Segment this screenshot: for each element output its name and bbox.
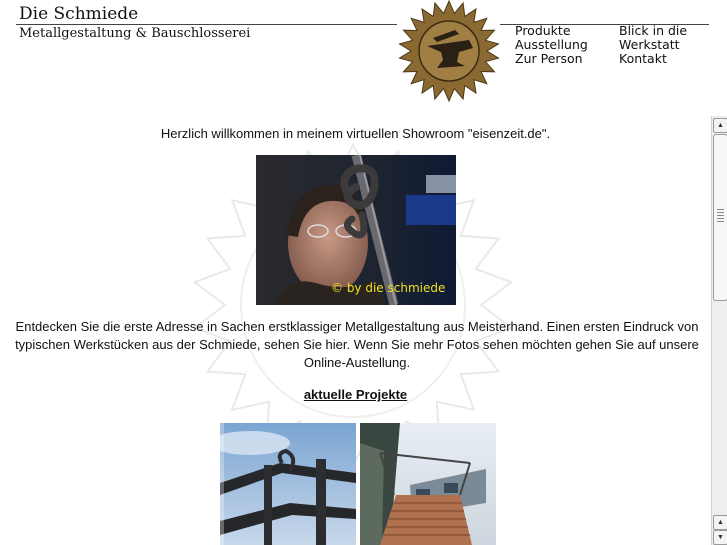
nav-column-1 (515, 24, 588, 66)
site-header (0, 0, 727, 110)
header-rule-left (16, 24, 397, 25)
aktuelle-projekte-link[interactable]: aktuelle Projekte (303, 387, 408, 402)
scrollbar-thumb[interactable] (713, 134, 727, 301)
main-content (0, 110, 711, 545)
vertical-scrollbar[interactable] (711, 116, 727, 545)
site-title: Die Schmiede (19, 4, 139, 24)
photo-caption: © by die schmiede (331, 281, 446, 295)
intro-paragraph: Entdecken Sie die erste Adresse in Sachen erstklassiger Metallgestaltung aus Meisterhand. Einen ersten Eindruck von typischen Werkstücken aus der Schmiede, sehen Sie hier. Wenn Sie mehr Fotos sehen möchten gehen Sie auf unsere Online-Austellung. (15, 319, 699, 370)
projects-link-wrapper (0, 387, 711, 402)
nav-link-produkte[interactable]: Produkte (515, 23, 571, 38)
scrollbar-grip (717, 209, 724, 223)
nav-column-2 (619, 24, 687, 66)
sun-anvil-logo[interactable] (397, 0, 501, 102)
nav-link-werkstatt[interactable]: Werkstatt (619, 37, 680, 52)
project-photo-railing[interactable] (220, 423, 356, 545)
nav-link-kontakt[interactable]: Kontakt (619, 51, 667, 66)
nav-link-ausstellung[interactable]: Ausstellung (515, 37, 588, 52)
nav-link-zur-person[interactable]: Zur Person (515, 51, 583, 66)
scroll-up-arrow-icon-lower[interactable]: ▲ (713, 515, 727, 530)
scroll-down-arrow-icon[interactable]: ▼ (713, 530, 727, 545)
nav-link-blick-in-die[interactable]: Blick in die (619, 23, 688, 38)
welcome-text: Herzlich willkommen in meinem virtuellen Showroom "eisenzeit.de". (160, 126, 551, 141)
scroll-up-arrow-icon[interactable]: ▲ (713, 118, 727, 133)
portrait-photo (256, 155, 456, 305)
site-subtitle: Metallgestaltung & Bauschlosserei (19, 26, 251, 41)
project-photo-stairs[interactable] (360, 423, 496, 545)
